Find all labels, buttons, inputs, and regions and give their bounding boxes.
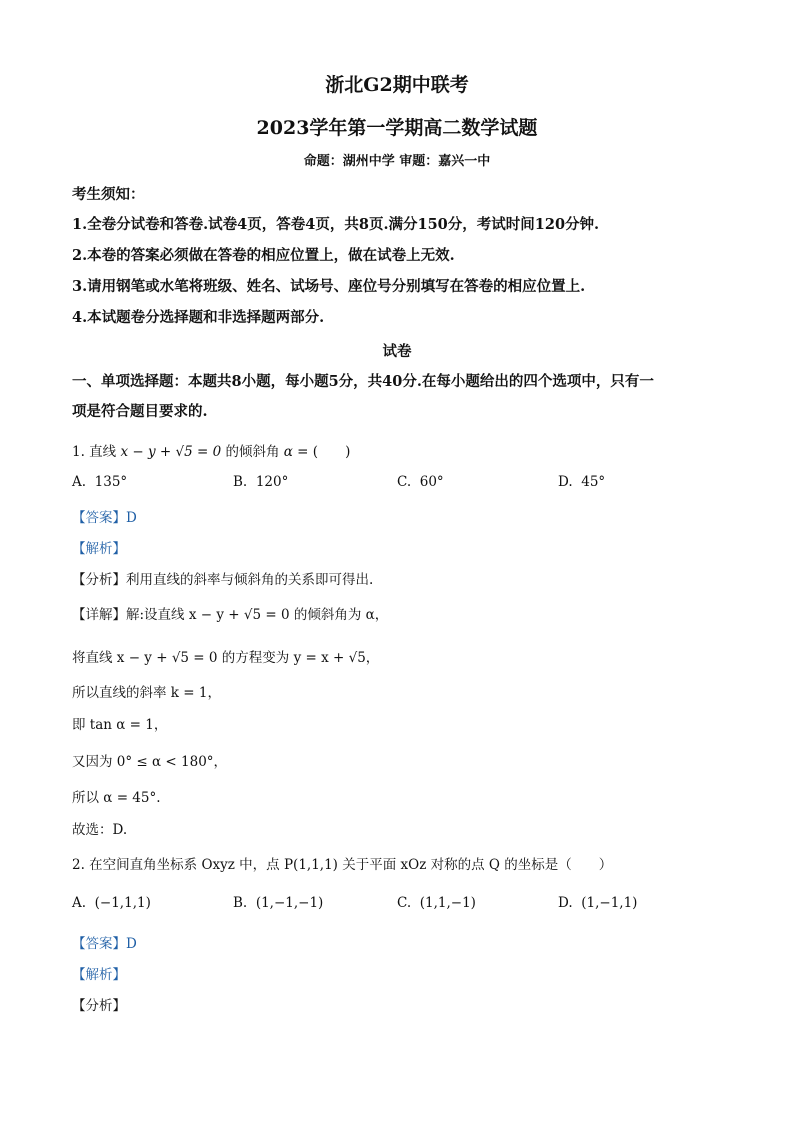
q1-option-b: [233, 474, 288, 490]
option-text: (1,−1,1): [581, 895, 638, 911]
q2-stem: 2. 在空间直角坐标系 Oxyz 中，点 P(1,1,1) 关于平面 xOz 对称的点 Q 的坐标是（ ）: [72, 857, 613, 873]
section-instruction-1: 一、单项选择题：本题共8小题，每小题5分，共40分.在每小题给出的四个选项中，只有一: [72, 373, 654, 390]
q1-stem-alpha: α =: [283, 444, 309, 460]
q1-detail-line-5: 又因为 0° ≤ α < 180°，: [72, 754, 228, 770]
q1-stem-prefix: 1. 直线: [72, 444, 117, 460]
q2-fenxi: 【分析】: [72, 998, 126, 1014]
q1-detail-line-3: 所以直线的斜率 k = 1，: [72, 685, 221, 701]
option-letter: D.: [558, 474, 573, 490]
section-label: 试卷: [382, 343, 412, 360]
q1-option-c: [397, 474, 444, 490]
q2-answer: 【答案】D: [72, 936, 137, 952]
option-letter: D.: [558, 895, 573, 911]
q1-stem-suffix: ( ): [312, 444, 351, 460]
q1-answer: 【答案】D: [72, 510, 137, 526]
q2-option-a: [72, 895, 151, 911]
notice-item-4: 4.本试题卷分选择题和非选择题两部分.: [72, 309, 325, 326]
option-letter: C.: [397, 895, 412, 911]
notice-item-1: 1.全卷分试卷和答卷.试卷4页，答卷4页，共8页.满分150分，考试时间120分钟.: [72, 216, 600, 233]
option-text: 135°: [94, 474, 128, 490]
option-letter: A.: [72, 474, 87, 490]
q2-option-c: [397, 895, 476, 911]
q2-option-b: [233, 895, 323, 911]
option-text: (−1,1,1): [94, 895, 151, 911]
q2-analysis-tag: 【解析】: [72, 967, 126, 983]
option-text: (1,−1,−1): [255, 895, 324, 911]
q1-detail-line-4: 即 tan α = 1，: [72, 717, 168, 733]
exam-subtitle: 2023学年第一学期高二数学试题: [256, 117, 538, 139]
section-instruction-2: 项是符合题目要求的.: [72, 403, 208, 420]
notice-heading: 考生须知：: [72, 186, 145, 203]
option-letter: C.: [397, 474, 412, 490]
q1-detail-line-6: 所以 α = 45°.: [72, 790, 161, 806]
option-letter: B.: [233, 474, 248, 490]
authors-line: 命题：湖州中学 审题：嘉兴一中: [303, 154, 491, 169]
q1-detail-line-2: 将直线 x − y + √5 = 0 的方程变为 y = x + √5，: [72, 650, 380, 666]
exam-title: 浙北G2期中联考: [325, 74, 469, 96]
q1-fenxi: 【分析】利用直线的斜率与倾斜角的关系即可得出.: [72, 572, 374, 588]
notice-item-2: 2.本卷的答案必须做在答卷的相应位置上，做在试卷上无效.: [72, 247, 455, 264]
option-text: 45°: [581, 474, 606, 490]
q1-stem-math: x − y + √5 = 0: [120, 444, 222, 460]
option-text: (1,1,−1): [419, 895, 476, 911]
q1-stem: [72, 440, 350, 460]
q1-option-d: [558, 474, 605, 490]
q1-detail-line-1: 【详解】解:设直线 x − y + √5 = 0 的倾斜角为 α，: [72, 607, 389, 623]
notice-item-3: 3.请用钢笔或水笔将班级、姓名、试场号、座位号分别填写在答卷的相应位置上.: [72, 278, 586, 295]
option-text: 120°: [255, 474, 289, 490]
q2-option-d: [558, 895, 637, 911]
q1-detail-line-7: 故选：D.: [72, 822, 128, 838]
option-letter: A.: [72, 895, 87, 911]
option-letter: B.: [233, 895, 248, 911]
q1-analysis-tag: 【解析】: [72, 541, 126, 557]
q1-stem-mid: 的倾斜角: [225, 444, 280, 460]
q1-option-a: [72, 474, 127, 490]
option-text: 60°: [419, 474, 444, 490]
